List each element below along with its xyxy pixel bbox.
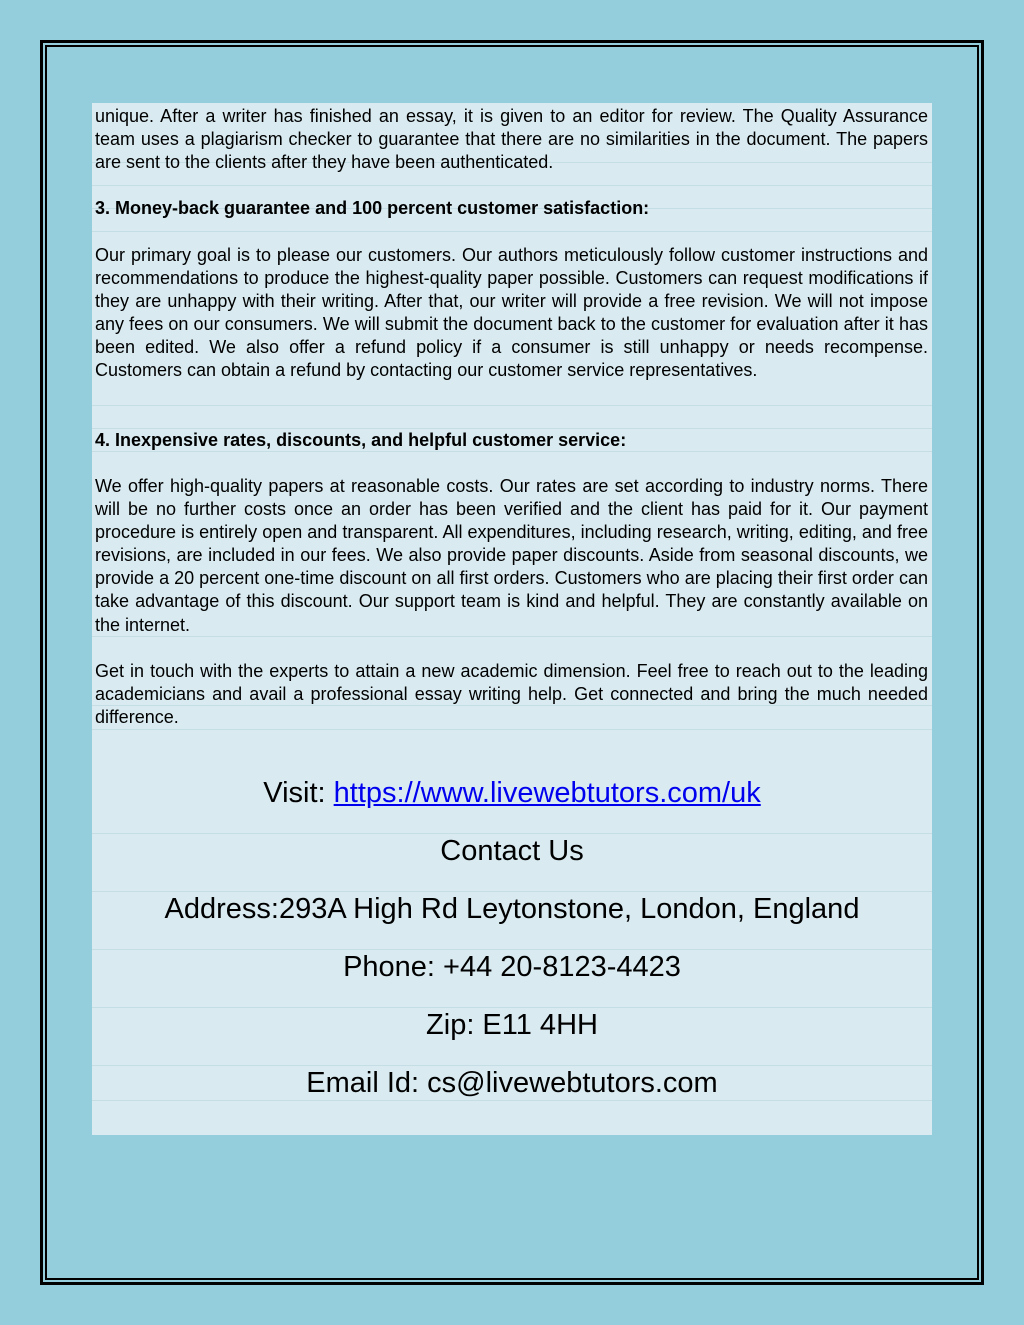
address-line: Address:293A High Rd Leytonstone, London, England [164,893,860,925]
section-heading-rates: 4. Inexpensive rates, discounts, and helpful customer service: [95,430,627,450]
visit-label: Visit: [263,777,334,809]
quality-assurance-paragraph: unique. After a writer has finished an essay, it is given to an editor for review. The Quality Assurance team uses a plagiarism checker to guarantee that there are no similarities in the document. The papers are sent to the clients after they have been authenticated. [95,106,928,173]
row-divider [92,1100,932,1101]
section-heading-money-back: 3. Money-back guarantee and 100 percent customer satisfaction: [95,198,650,218]
money-back-paragraph: Our primary goal is to please our customers. Our authors meticulously follow customer instructions and recommendations to produce the highest-quality paper possible. Customers can request modifications if they are unhappy with their writing. After that, our writer will provide a free revision. We will not impose any fees on our consumers. We will submit the document back to the customer for evaluation after it has been edited. We also offer a refund policy if a consumer is still unhappy or needs recompense. Customers can obtain a refund by contacting our customer service representatives. [95,245,928,381]
document-content [92,103,932,1135]
contact-us-heading: Contact Us [440,835,584,867]
row-divider [92,231,932,232]
row-divider [92,185,932,186]
row-divider [92,405,932,406]
email-line: Email Id: cs@livewebtutors.com [306,1067,718,1099]
rates-paragraph: We offer high-quality papers at reasonable costs. Our rates are set according to industry norms. There will be no further costs once an order has been verified and the client has paid for it. Our payment procedure is entirely open and transparent. All expenditures, including research, writing, editing, and free revisions, are included in our fees. We also provide paper discounts. Aside from seasonal discounts, we provide a 20 percent one-time discount on all first orders. Customers who are placing their first order can take advantage of this discount. Our support team is kind and helpful. They are constantly available on the internet. [95,476,928,635]
zip-line: Zip: E11 4HH [426,1009,598,1041]
closing-paragraph: Get in touch with the experts to attain a new academic dimension. Feel free to reach out to the leading academicians and avail a professional essay writing help. Get connected and bring the much needed difference. [95,661,928,728]
website-link[interactable]: https://www.livewebtutors.com/uk [333,777,761,809]
phone-line: Phone: +44 20-8123-4423 [343,951,681,983]
visit-line [92,776,932,810]
